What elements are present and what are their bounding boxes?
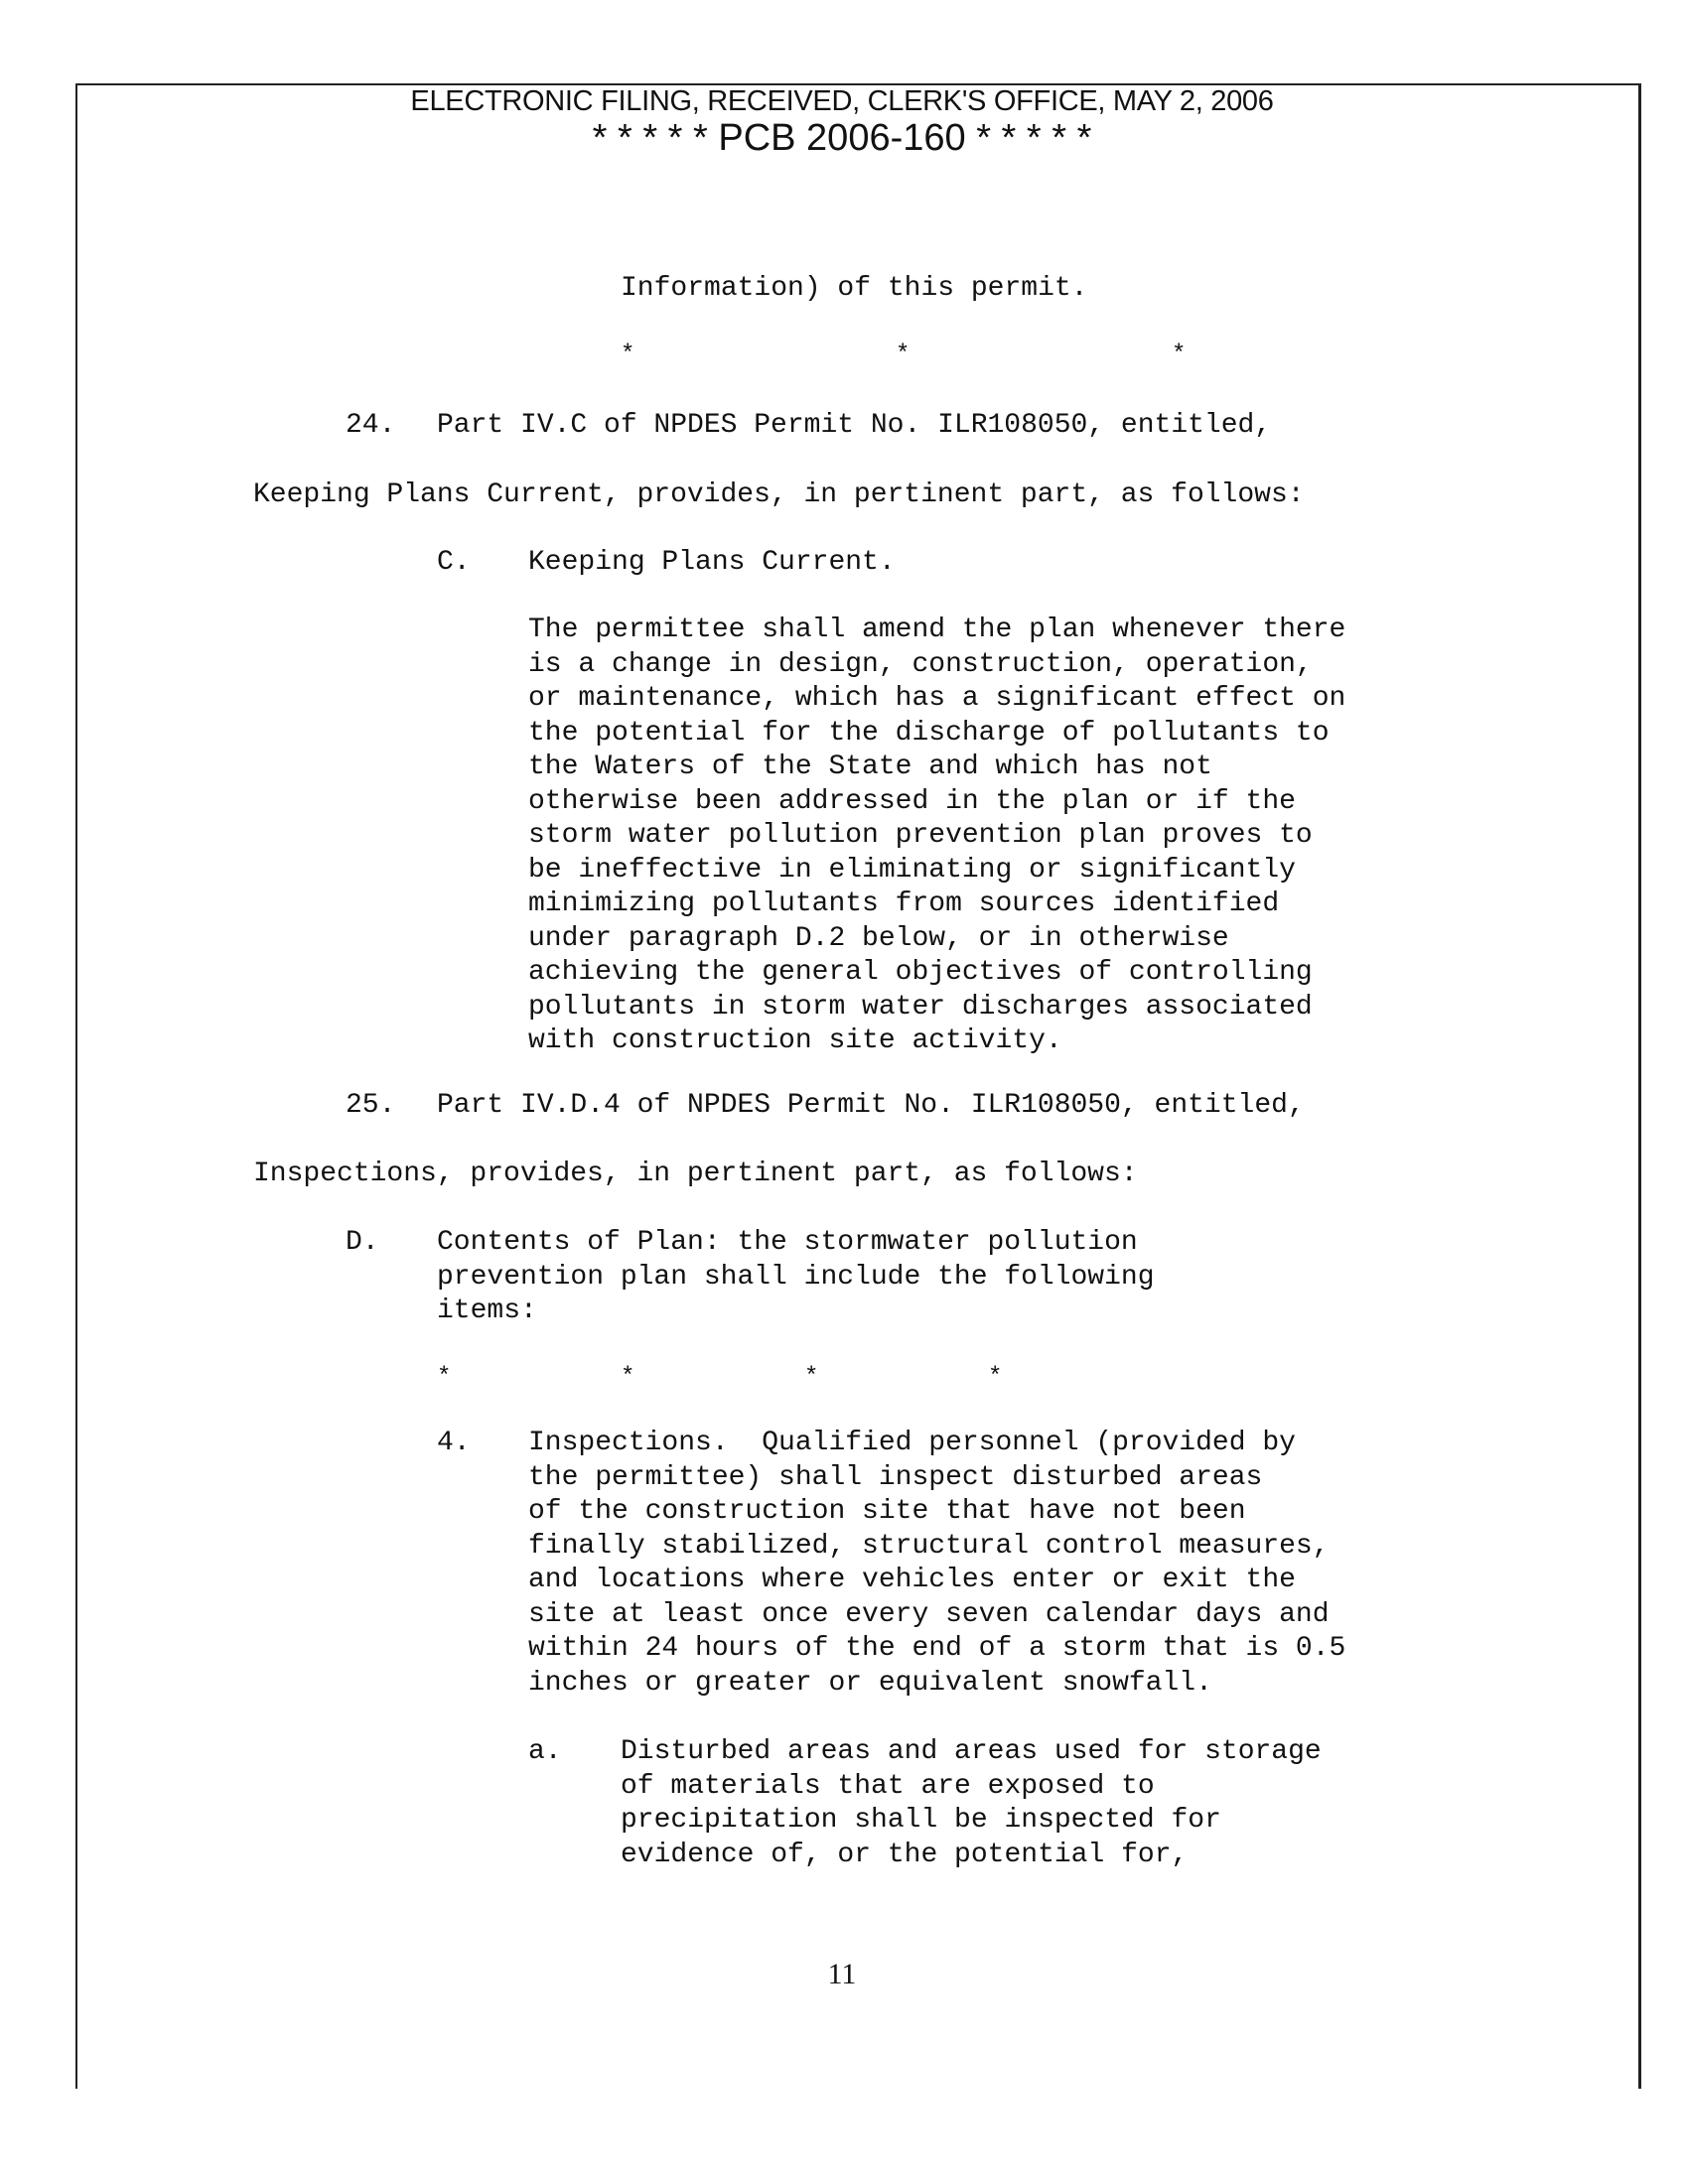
page-border-right (1638, 83, 1641, 2089)
continuation-text: Information) of this permit. (621, 273, 1088, 304)
item-a-text: Disturbed areas and areas used for storage of materials that are exposed to precipitation shall be inspected for evidence of, or the potential for, (621, 1736, 1322, 1870)
ellipsis-asterisk: * (621, 341, 635, 368)
ellipsis-asterisk: * (988, 1364, 1003, 1391)
item-a-label: a. (528, 1736, 562, 1767)
paragraph-24-line-1: Part IV.C of NPDES Permit No. ILR108050, entitled, (437, 410, 1272, 441)
ellipsis-asterisk: * (804, 1364, 819, 1391)
item-4-label: 4. (437, 1428, 471, 1458)
ellipsis-asterisk: * (1172, 341, 1187, 368)
filing-stamp-line: ELECTRONIC FILING, RECEIVED, CLERK'S OFFICE, MAY 2, 2006 (410, 85, 1274, 117)
paragraph-25-number: 25. (346, 1090, 396, 1121)
ellipsis-asterisk: * (437, 1364, 452, 1391)
case-number-line: * * * * * PCB 2006-160 * * * * * (592, 117, 1092, 159)
quote-c-label: C. (437, 547, 471, 578)
quote-c-text: The permittee shall amend the plan whenever there is a change in design, construction, operation, or maintenance, which has a significant effect on the potential for the discharge of pollutants to the Waters of the State and which has not otherwise been addressed in the plan or if the storm water pollution prevention plan proves to be ineffective in eliminating or significantly minimizing pollutants from sources identified under paragraph D.2 below, or in otherwise achieving the general objectives of controlling pollutants in storm water discharges associated with construction site activity. (528, 614, 1346, 1056)
quote-c-title: Keeping Plans Current. (528, 547, 896, 578)
paragraph-24-line-2: Keeping Plans Current, provides, in pertinent part, as follows: (253, 479, 1305, 510)
page-number: 11 (827, 1958, 857, 1990)
quote-d-text: Contents of Plan: the stormwater pollution prevention plan shall include the following items: (437, 1227, 1155, 1326)
paragraph-24-number: 24. (346, 410, 396, 441)
page-border-left (75, 83, 77, 2089)
ellipsis-asterisk: * (896, 341, 911, 368)
paragraph-25-line-1: Part IV.D.4 of NPDES Permit No. ILR108050, entitled, (437, 1090, 1305, 1121)
item-4-text: Inspections. Qualified personnel (provided by the permittee) shall inspect disturbed areas of the construction site that have not been finally stabilized, structural control measures, and locations where vehicles enter or exit the site at least once every seven calendar days and within 24 hours of the end of a storm that is 0.5 inches or greater or equivalent snowfall. (528, 1428, 1346, 1699)
paragraph-25-line-2: Inspections, provides, in pertinent part, as follows: (253, 1159, 1138, 1189)
quote-d-label: D. (346, 1227, 379, 1258)
ellipsis-asterisk: * (621, 1364, 635, 1391)
